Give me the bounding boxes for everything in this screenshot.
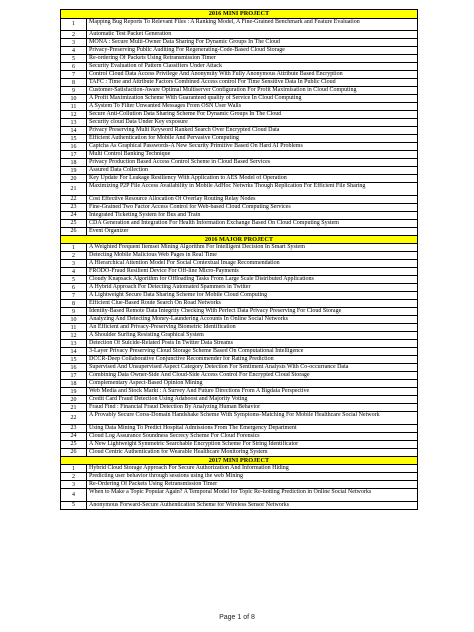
row-number: 23 (61, 425, 87, 432)
row-number: 5 (61, 276, 87, 283)
project-title: TAFC : Time and Attribute Factors Combined Access control For Time Sensitive Data In Public Cloud (89, 79, 336, 85)
project-title: A Profit Maximization Scheme With Guaranteed quality of Service In Cloud Computing (89, 95, 302, 101)
project-title: Cloudy Knapsack Algorithm for Offloading Tasks From Large Scale Distributed Applications (89, 276, 314, 282)
row-number: 4 (61, 47, 87, 54)
section-header: 2016 MAJOR PROJECT (61, 236, 418, 245)
row-number: 9 (61, 87, 87, 94)
row-number: 22 (61, 412, 87, 424)
project-title: Anonymous Forward-Secure Authentication Scheme for Wireless Sensor Networks (89, 501, 290, 508)
row-number: 5 (61, 55, 87, 62)
project-title: Privacy Production Based Access Control Scheme in Cloud Based Services (89, 159, 271, 165)
project-title: A Lightweight Secure Data Sharing Scheme for Mobile Cloud Computing (89, 292, 268, 298)
table-row (61, 364, 418, 372)
project-title: A System To Filter Unwanted Messages From OSN User Walls (89, 103, 242, 109)
table-row (61, 396, 418, 404)
row-number: 3 (61, 39, 87, 46)
row-number: 16 (61, 364, 87, 371)
project-title: Cost Effective Resource Allocation Of Overlay Routing Relay Nodes (89, 195, 256, 202)
project-title: Mapping Bug Reports To Relevant Files : A Ranking Model, A Fine-Grained Benchmark and Feature Evaluation (89, 18, 360, 25)
row-number: 20 (61, 396, 87, 403)
table-row (61, 220, 418, 228)
project-title: Fraud Find : Financial Fraud Detection By Analyzing Human Behavior (89, 404, 261, 410)
row-number: 3 (61, 481, 87, 488)
project-title: When to Make a Topic Popular Again? A Temporal Model for Topic Re-hotting Prediction in Online Social Networks (89, 489, 372, 495)
project-title: A Weighted Frequent Itemset Mining Algorithm For Intelligent Decision In Smart System (89, 244, 305, 250)
table-row (61, 465, 418, 473)
section-header: 2017 MINI PROJECT (61, 457, 418, 466)
page-footer: Page 1 of 8 (219, 614, 255, 621)
row-number: 17 (61, 372, 87, 379)
project-table (60, 9, 418, 510)
table-row (61, 332, 418, 340)
row-number: 9 (61, 308, 87, 315)
table-row (61, 103, 418, 111)
project-title: Supervised And Unsupervised Aspect Category Detection For Sentiment Analysis With Co-occurrance Data (89, 364, 349, 370)
table-row (61, 473, 418, 481)
table-row (61, 204, 418, 212)
table-row (61, 19, 418, 32)
table-row (61, 111, 418, 119)
row-number: 14 (61, 127, 87, 134)
table-row (61, 433, 418, 441)
row-number: 2 (61, 31, 87, 38)
section-header: 2016 MINI PROJECT (61, 10, 418, 19)
row-number: 25 (61, 441, 87, 448)
project-title: Using Data Mining To Predict Hospital Admissions From The Emergency Department (89, 424, 297, 431)
row-number: 13 (61, 119, 87, 126)
row-number: 4 (61, 268, 87, 275)
project-title: Cloud Centric Authentication for Wearable Healthcare Monitoring System (89, 448, 268, 455)
row-number: 1 (61, 19, 87, 31)
row-number: 12 (61, 332, 87, 339)
table-row (61, 143, 418, 151)
table-row (61, 159, 418, 167)
row-number: 24 (61, 433, 87, 440)
table-row (61, 425, 418, 433)
project-title: Detection Of Suicide-Related Posts In Twitter Data Streams (89, 340, 233, 346)
table-row (61, 151, 418, 159)
table-row (61, 449, 418, 457)
table-row (61, 167, 418, 175)
row-number: 10 (61, 316, 87, 323)
row-number: 20 (61, 175, 87, 182)
row-number: 14 (61, 348, 87, 355)
project-title: Predicting user behavior through sessions using the web Mining (89, 473, 243, 479)
row-number: 7 (61, 292, 87, 299)
table-row (61, 489, 418, 502)
row-number: 2 (61, 252, 87, 259)
project-title: Efficient Authentication for Mobile And Pervasive Computing (89, 135, 239, 141)
table-row (61, 292, 418, 300)
row-number: 26 (61, 228, 87, 235)
project-title: Security Evaluation of Pattern Classifiers Under Attack (89, 63, 222, 69)
project-title: A Provably Secure Corss-Domain Handshake Scheme With Symptoms-Matching For Mobile Healthcare Social Network (89, 412, 380, 418)
row-number: 11 (61, 103, 87, 110)
table-row (61, 260, 418, 268)
row-number: 22 (61, 196, 87, 203)
row-number: 18 (61, 380, 87, 387)
row-number: 11 (61, 324, 87, 331)
table-row (61, 481, 418, 489)
row-number: 16 (61, 143, 87, 150)
project-title: Customer-Satisfaction-Aware Optimal Multiserver Configuration For Profit Maximisation in Cloud Computing (89, 87, 357, 93)
project-title: Cloud Log Assurance Soundness Secrecy Scheme For Cloud Forensics (89, 432, 260, 439)
project-title: Re-Ordering Of Packets Using Retransmission Timer (89, 481, 218, 487)
row-number: 23 (61, 204, 87, 211)
table-row (61, 175, 418, 183)
project-title: Event Organizer (89, 227, 129, 234)
project-title: A Shoulder Surfing Resisting Graphical System (89, 332, 204, 338)
project-title: CDA Generation and Integration For Health Information Exchange Based On Cloud Computing System (89, 219, 339, 226)
row-number: 8 (61, 300, 87, 307)
project-title: An Efficient and Privacy-Preserving Biometric Identification (89, 324, 236, 330)
table-row (61, 47, 418, 55)
table-row (61, 196, 418, 204)
table-row (61, 372, 418, 380)
row-number: 1 (61, 244, 87, 251)
row-number: 8 (61, 79, 87, 86)
table-row (61, 183, 418, 196)
row-number: 10 (61, 95, 87, 102)
table-row (61, 340, 418, 348)
row-number: 24 (61, 212, 87, 219)
row-number: 6 (61, 63, 87, 70)
table-row (61, 380, 418, 388)
project-title: Privacy-Preserving Public Auditing For Regenerating-Code-Based Cloud Storage (89, 47, 285, 53)
table-row (61, 127, 418, 135)
project-title: A New Lightweight Symmetric Searchable Encryption Scheme For String Identificator (89, 440, 299, 447)
project-title: A Hybrid Approach For Detecting Automated Spammers in Twitter (89, 284, 251, 290)
row-number: 26 (61, 449, 87, 456)
project-title: Credit Card Fraud Detection Using Adaboost and Majority Voting (89, 396, 248, 402)
project-title: Control Cloud Data Access Privilege And Anonymity With Fully Anonymous Attribute Based Encryption (89, 71, 343, 77)
row-number: 3 (61, 260, 87, 267)
table-row (61, 412, 418, 425)
table-row (61, 284, 418, 292)
project-title: Captcha As Graphical Passwords-A New Security Primitive Based On Hard AI Problems (89, 143, 303, 149)
project-title: 3-Layer Privacy Preserving Cloud Storage Scheme Based On Computational Intelligence (89, 348, 304, 354)
table-row (61, 252, 418, 260)
row-number: 17 (61, 151, 87, 158)
row-number: 5 (61, 502, 87, 509)
table-row (61, 228, 418, 236)
table-row (61, 300, 418, 308)
project-title: Maximizing P2P File Access Availability in Mobile AdHoc Netwrks Though Replication For Efficient File Sharing (89, 183, 366, 189)
row-number: 12 (61, 111, 87, 118)
table-row (61, 119, 418, 127)
table-row (61, 324, 418, 332)
row-number: 21 (61, 404, 87, 411)
table-row (61, 71, 418, 79)
table-row (61, 135, 418, 143)
row-number: 6 (61, 284, 87, 291)
table-row (61, 31, 418, 39)
project-title: Analyzing And Detecting Money-Laundering Accounts In Online Social Networks (89, 316, 288, 322)
row-number: 7 (61, 71, 87, 78)
table-row (61, 316, 418, 324)
project-title: DCCR-Deep Collaborative Conjunctive Recommender for Rating Prediction (89, 356, 274, 362)
table-row (61, 87, 418, 95)
row-number: 2 (61, 473, 87, 480)
project-title: Hybrid Cloud Storage Approach For Secure Authorization And Information Hiding (89, 465, 289, 471)
table-row (61, 95, 418, 103)
project-title: Efficient Clue-Based Route Search On Road Networks (89, 300, 221, 306)
table-row (61, 441, 418, 449)
project-title: MONA : Secure Multi-Owner Data Sharing For Dynamic Groups In The Cloud (89, 39, 281, 45)
project-title: Re-ordering Of Packets Using Retransmission Timer (89, 55, 216, 61)
row-number: 13 (61, 340, 87, 347)
row-number: 15 (61, 356, 87, 363)
project-title: Secure Anti-Collution Data Sharing Scheme For Dynamic Groups In The Cloud (89, 111, 282, 117)
table-row (61, 55, 418, 63)
project-title: Multi Control Banking Technique (89, 151, 171, 157)
project-title: Fine-Grained Two Factor Access Control for Web-based Cloud Computing Services (89, 203, 291, 210)
row-number: 19 (61, 167, 87, 174)
table-row (61, 348, 418, 356)
table-row (61, 388, 418, 396)
row-number: 19 (61, 388, 87, 395)
project-title: Security cloud Data Under Key exposure (89, 119, 188, 125)
table-row (61, 268, 418, 276)
project-title: Integrated Ticketing System for Bus and Train (89, 211, 201, 218)
project-title: Web Media and Stock Markt : A Survey And Future Directions From A Bigdata Perspective (89, 388, 310, 394)
project-title: Assured Data Collection (89, 167, 148, 173)
table-row (61, 308, 418, 316)
project-title: Automatic Test Packet Generation (89, 31, 172, 37)
table-row (61, 39, 418, 47)
project-title: Combining Data Owner-Side And Cloud-Side Access Control For Encrypted Cloud Storage (89, 372, 310, 378)
project-title: Complementary Aspect-Based Opinion Mining (89, 380, 203, 386)
table-row (61, 502, 418, 510)
table-row (61, 244, 418, 252)
row-number: 21 (61, 183, 87, 195)
row-number: 1 (61, 465, 87, 472)
project-title: Privacy Preserving Multi Keyword Ranked Search Over Encrypted Cloud Data (89, 127, 280, 133)
project-title: Detecting Mobile Malicious Web Pages in Real Time (89, 252, 217, 258)
table-row (61, 212, 418, 220)
project-title: A Hierarchical Attention Model For Social Contextual Image Recommendation (89, 260, 280, 266)
project-title: FRODO-Fraud Resilient Device For Off-line Micro-Payments (89, 268, 239, 274)
project-title: Key Update For Leakage Resiliency With Application to AES Model of Operation (89, 175, 287, 181)
row-number: 25 (61, 220, 87, 227)
table-row (61, 79, 418, 87)
table-row (61, 404, 418, 412)
project-title: Identity-Based Remote Data Integrity Checking With Perfect Data Privacy Preserving For Cloud Storage (89, 308, 342, 314)
table-row (61, 63, 418, 71)
table-row (61, 276, 418, 284)
table-row (61, 356, 418, 364)
row-number: 18 (61, 159, 87, 166)
row-number: 15 (61, 135, 87, 142)
row-number: 4 (61, 489, 87, 501)
